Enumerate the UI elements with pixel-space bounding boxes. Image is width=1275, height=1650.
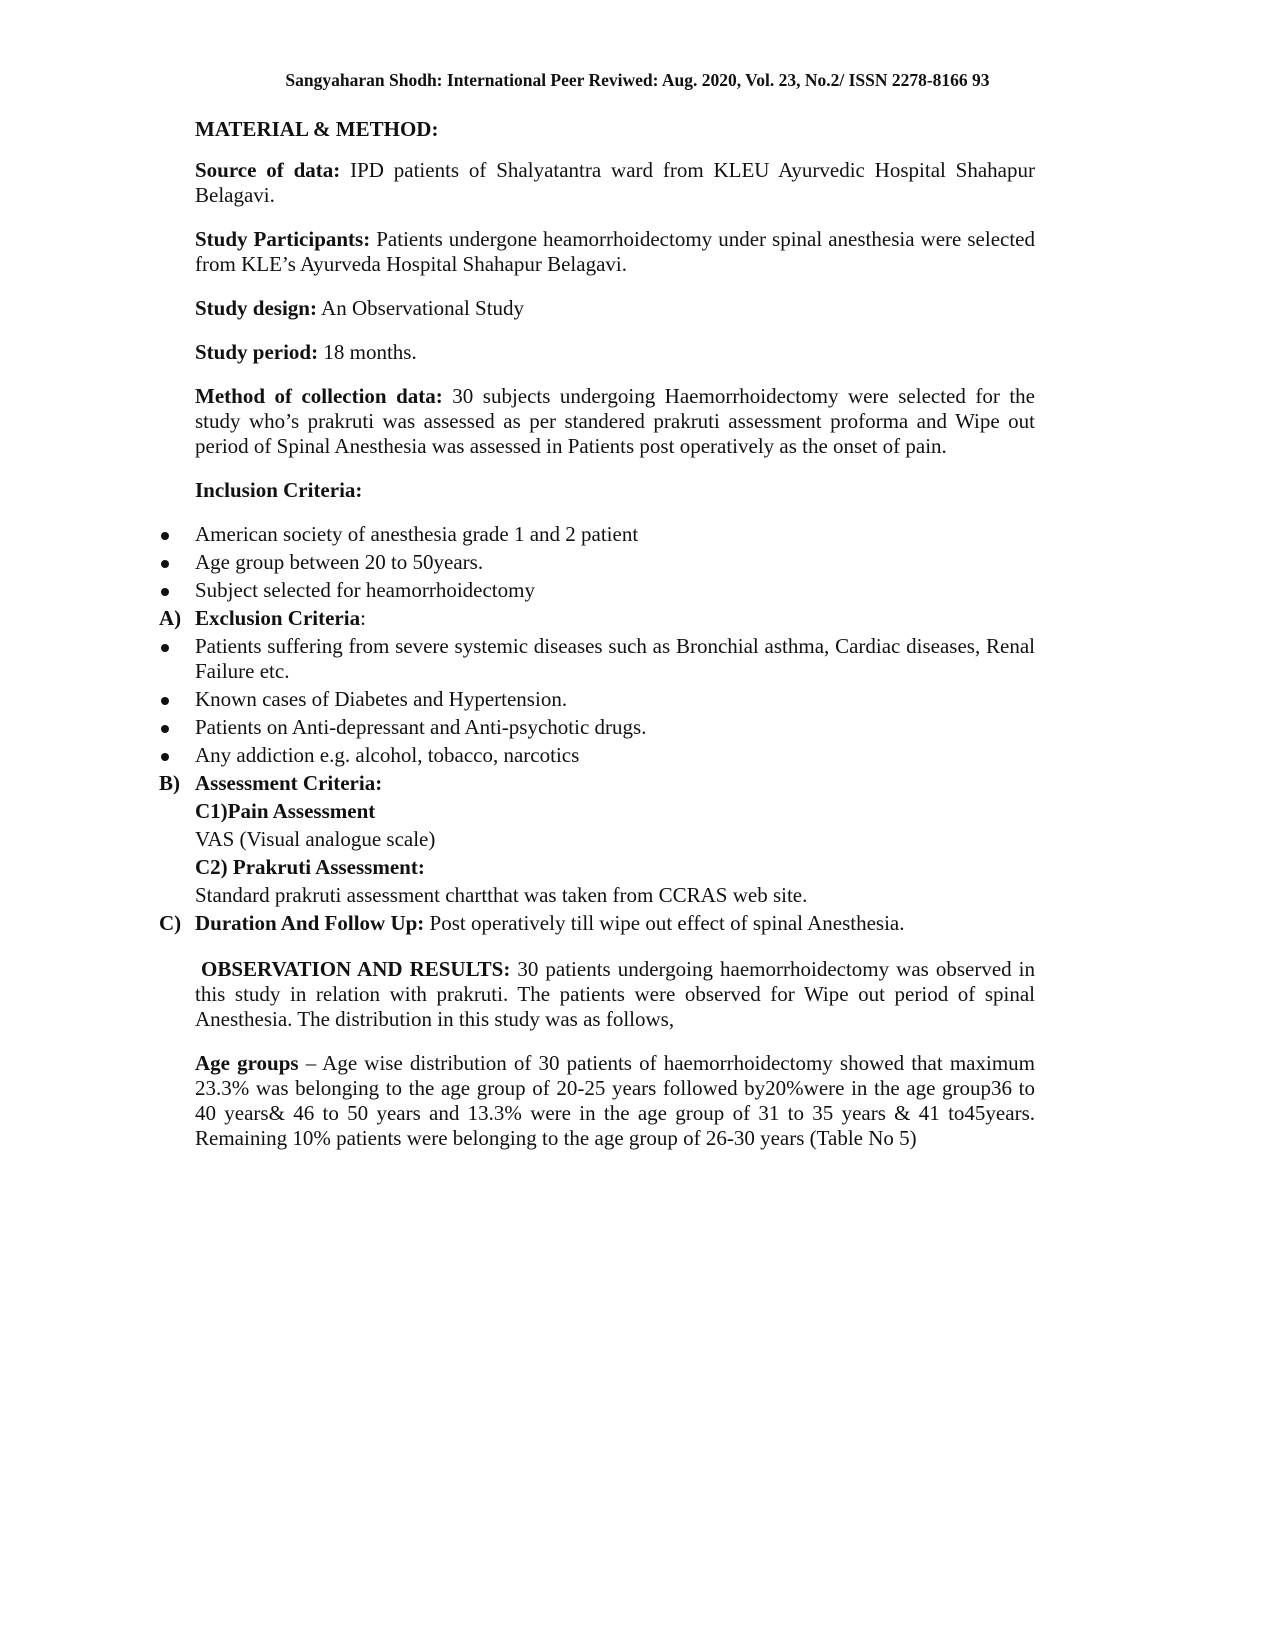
duration-label: Duration And Follow Up: [195,911,425,935]
source-paragraph [195,158,1035,208]
period-paragraph [195,340,1035,365]
participants-label: Study Participants: [195,227,371,251]
inclusion-item: Age group between 20 to 50years. [159,550,1035,575]
period-text: 18 months. [318,340,417,364]
exclusion-colon: : [360,606,366,630]
c2-text: Standard prakruti assessment chartthat was taken from CCRAS web site. [195,883,808,907]
c1-text: VAS (Visual analogue scale) [195,827,436,851]
age-groups-label: Age groups [195,1051,299,1075]
inclusion-item: American society of anesthesia grade 1 and 2 patient [159,522,1035,547]
duration-marker: C) [159,911,182,935]
observation-text: 30 patients undergoing haemorrhoidectomy was observed in this study in relation with prakruti. The patients were observed for Wipe out period of spinal Anesthesia. The distribution in this study was as follows, [195,957,1035,1031]
design-paragraph [195,296,1035,321]
exclusion-item: Patients suffering from severe systemic diseases such as Bronchial asthma, Cardiac diseases, Renal Failure etc. [159,634,1035,684]
c2-title: C2) Prakruti Assessment: [195,855,425,879]
age-groups-paragraph [195,1051,1035,1151]
method-label: Method of collection data: [195,384,443,408]
design-label: Study design: [195,296,317,320]
method-text: 30 subjects undergoing Haemorrhoidectomy were selected for the study who’s prakruti was assessed as per standered prakruti assessment proforma and Wipe out period of Spinal Anesthesia was assessed in Patients post operatively as the onset of pain. [195,384,1035,458]
observation-label: OBSERVATION AND RESULTS: [201,957,511,981]
participants-paragraph [195,227,1035,277]
participants-text: Patients undergone heamorrhoidectomy under spinal anesthesia were selected from KLE’s Ayurveda Hospital Shahapur Belagavi. [195,227,1035,276]
journal-header: Sangyaharan Shodh: International Peer Reviwed: Aug. 2020, Vol. 23, No.2/ ISSN 2278-8166 93 [285,70,990,90]
source-text: IPD patients of Shalyatantra ward from KLEU Ayurvedic Hospital Shahapur Belagavi. [195,158,1035,207]
period-label: Study period: [195,340,319,364]
exclusion-item: Any addiction e.g. alcohol, tobacco, narcotics [159,743,1035,768]
assessment-label: Assessment Criteria: [195,771,383,795]
article-body [159,117,1035,1170]
duration-text: Post operatively till wipe out effect of spinal Anesthesia. [424,911,905,935]
c1-title: C1)Pain Assessment [195,799,376,823]
inclusion-title: Inclusion Criteria: [195,478,363,502]
inclusion-item: Subject selected for heamorrhoidectomy [159,578,1035,603]
exclusion-label: Exclusion Criteria [195,606,361,630]
exclusion-marker: A) [159,606,182,630]
exclusion-item: Patients on Anti-depressant and Anti-psychotic drugs. [159,715,1035,740]
age-groups-text: – Age wise distribution of 30 patients of haemorrhoidectomy showed that maximum 23.3% was belonging to the age group of 20-25 years followed by20%were in the age group36 to 40 years& 46 to 50 years and 13.3% were in the age group of 31 to 35 years & 41 to45years. Remaining 10% patients were belonging to the age group of 26-30 years (Table No 5) [195,1051,1035,1150]
observation-paragraph [195,957,1035,1032]
section-title: MATERIAL & METHOD: [195,117,439,141]
source-label: Source of data: [195,158,341,182]
exclusion-item: Known cases of Diabetes and Hypertension. [159,687,1035,712]
method-paragraph [195,384,1035,459]
assessment-marker: B) [159,771,180,795]
assessment-heading [159,771,1035,796]
exclusion-heading [159,606,1035,631]
duration-item [159,911,1035,936]
criteria-list [159,522,1035,936]
design-text: An Observational Study [316,296,525,320]
